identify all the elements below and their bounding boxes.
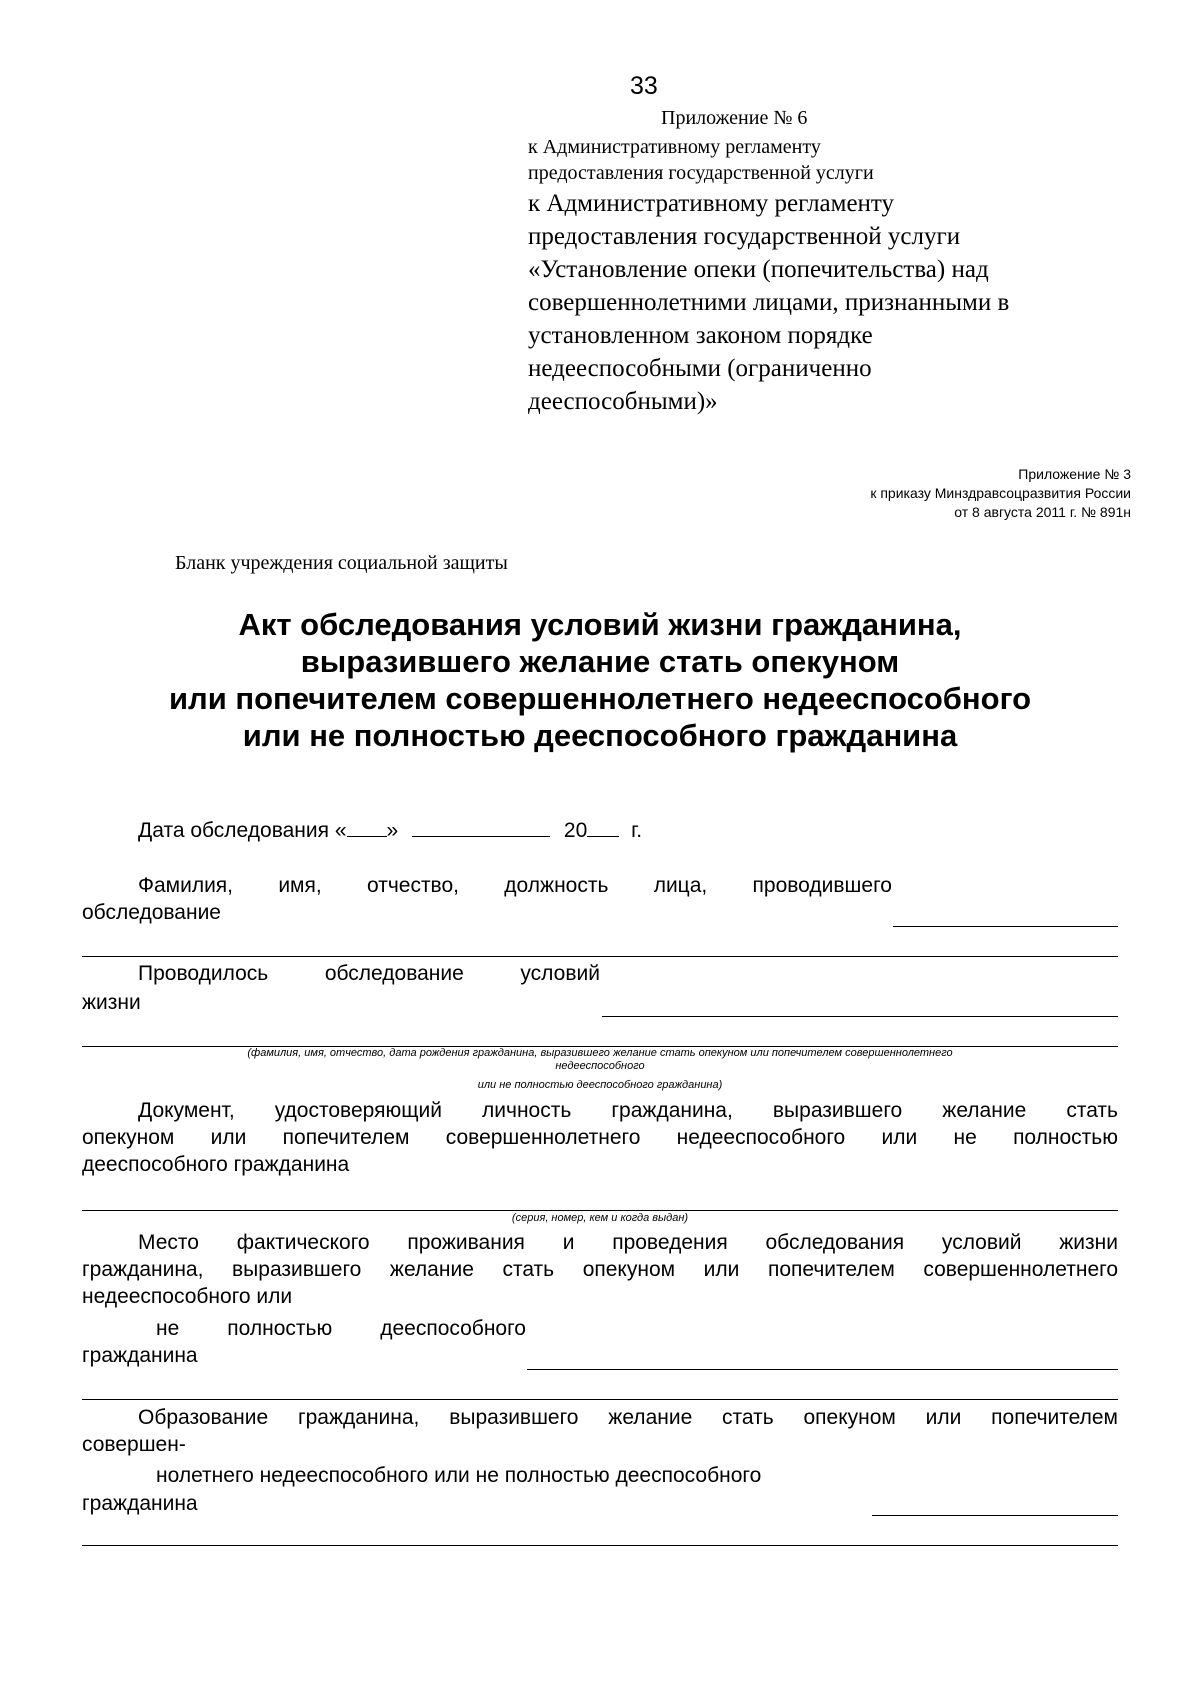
document-title-line: выразившего желание стать опекуном [300, 644, 900, 679]
header-large-line: недееспособными (ограниченно [528, 355, 872, 382]
residence-label-line: гражданина, выразившего желание стать опекуном или попечителем совершеннолетнего [82, 1258, 1118, 1281]
order-appendix-label: Приложение № 3 [1018, 466, 1131, 482]
page-number: 33 [630, 72, 658, 100]
document-title-line: или попечителем совершеннолетнего недееспособного [168, 681, 1032, 716]
education-label-line: гражданина [82, 1492, 198, 1515]
residence-word: не [156, 1317, 180, 1340]
inspector-word: имя, [278, 874, 322, 897]
date-year-suffix: г. [631, 819, 643, 842]
date-month-field[interactable] [412, 815, 550, 837]
residence-field-continued[interactable] [82, 1399, 1118, 1400]
residence-label-line: недееспособного или [82, 1285, 293, 1308]
header-large-line: установленном законом порядке [528, 322, 873, 349]
residence-label-line: гражданина [82, 1344, 198, 1367]
header-large-line: совершеннолетними лицами, признанными в [528, 289, 1010, 316]
conducted-word: обследование [324, 962, 464, 985]
document-label-line: дееспособного гражданина [82, 1153, 350, 1176]
document-title-line: или не полностью дееспособного гражданина [242, 718, 958, 753]
residence-word: полностью [227, 1317, 333, 1340]
residence-word: дееспособного [380, 1317, 526, 1340]
identity-document-caption: (серия, номер, кем и когда выдан) [511, 1212, 689, 1224]
conducted-label-line2: жизни [82, 991, 141, 1014]
education-label-line: совершен- [82, 1433, 186, 1456]
date-quote-close: » [386, 819, 399, 842]
residence-field[interactable] [527, 1369, 1118, 1370]
header-large-line: дееспособными)» [528, 388, 718, 415]
inspector-word: лица, [653, 874, 708, 897]
inspection-date-row [138, 815, 642, 844]
citizen-field-caption: или не полностью дееспособного гражданина) [477, 1079, 723, 1091]
inspector-word: отчество, [366, 874, 459, 897]
header-large-line: к Административному регламенту [528, 190, 895, 217]
inspection-date-label: Дата обследования « [138, 819, 347, 842]
education-label-line: нолетнего недееспособного или не полностью дееспособного [156, 1464, 762, 1487]
conducted-word: Проводилось [138, 962, 269, 985]
inspector-word: проводившего [752, 874, 892, 897]
institution-blank-label: Бланк учреждения социальной защиты [175, 552, 508, 574]
inspector-label-line [138, 872, 892, 899]
residence-label-line: Место фактического проживания и проведения обследования условий жизни [138, 1231, 1118, 1254]
citizen-name-field[interactable] [602, 1016, 1118, 1017]
identity-document-field[interactable] [82, 1210, 1118, 1211]
inspector-field-continued[interactable] [82, 956, 1118, 957]
date-year-prefix: 20 [563, 819, 588, 842]
education-field[interactable] [872, 1515, 1118, 1516]
inspector-label-line2: обследование [82, 901, 221, 924]
date-year-field[interactable] [587, 815, 619, 837]
appendix-6-label: Приложение № 6 [661, 107, 808, 129]
residence-label-line [156, 1315, 526, 1342]
document-title-line: Акт обследования условий жизни гражданина, [238, 607, 962, 642]
inspector-field[interactable] [893, 926, 1118, 927]
citizen-field-caption: (фамилия, имя, отчество, дата рождения гражданина, выразившего желание стать опекуном или попечителем совершеннолетнего [247, 1047, 953, 1059]
inspector-word: должность [504, 874, 609, 897]
document-label-line: опекуном или попечителем совершеннолетнего недееспособного или не полностью [82, 1126, 1118, 1149]
header-large-line: предоставления государственной услуги [528, 223, 961, 250]
order-date: от 8 августа 2011 г. № 891н [954, 504, 1131, 520]
education-label-line: Образование гражданина, выразившего желание стать опекуном или попечителем [138, 1406, 1118, 1429]
conducted-word: условий [520, 962, 600, 985]
header-large-line: «Установление опеки (попечительства) над [528, 256, 989, 283]
citizen-field-caption: недееспособного [555, 1060, 645, 1072]
education-field-continued[interactable] [82, 1545, 1118, 1546]
inspector-word: Фамилия, [138, 874, 234, 897]
conducted-label-line [138, 960, 600, 987]
order-reference: к приказу Минздравсоцразвития России [870, 485, 1131, 501]
header-small-line: предоставления государственной услуги [528, 162, 874, 184]
document-label-line: Документ, удостоверяющий личность гражданина, выразившего желание стать [138, 1099, 1118, 1122]
date-day-field[interactable] [347, 815, 387, 837]
header-small-line: к Административному регламенту [528, 136, 821, 158]
